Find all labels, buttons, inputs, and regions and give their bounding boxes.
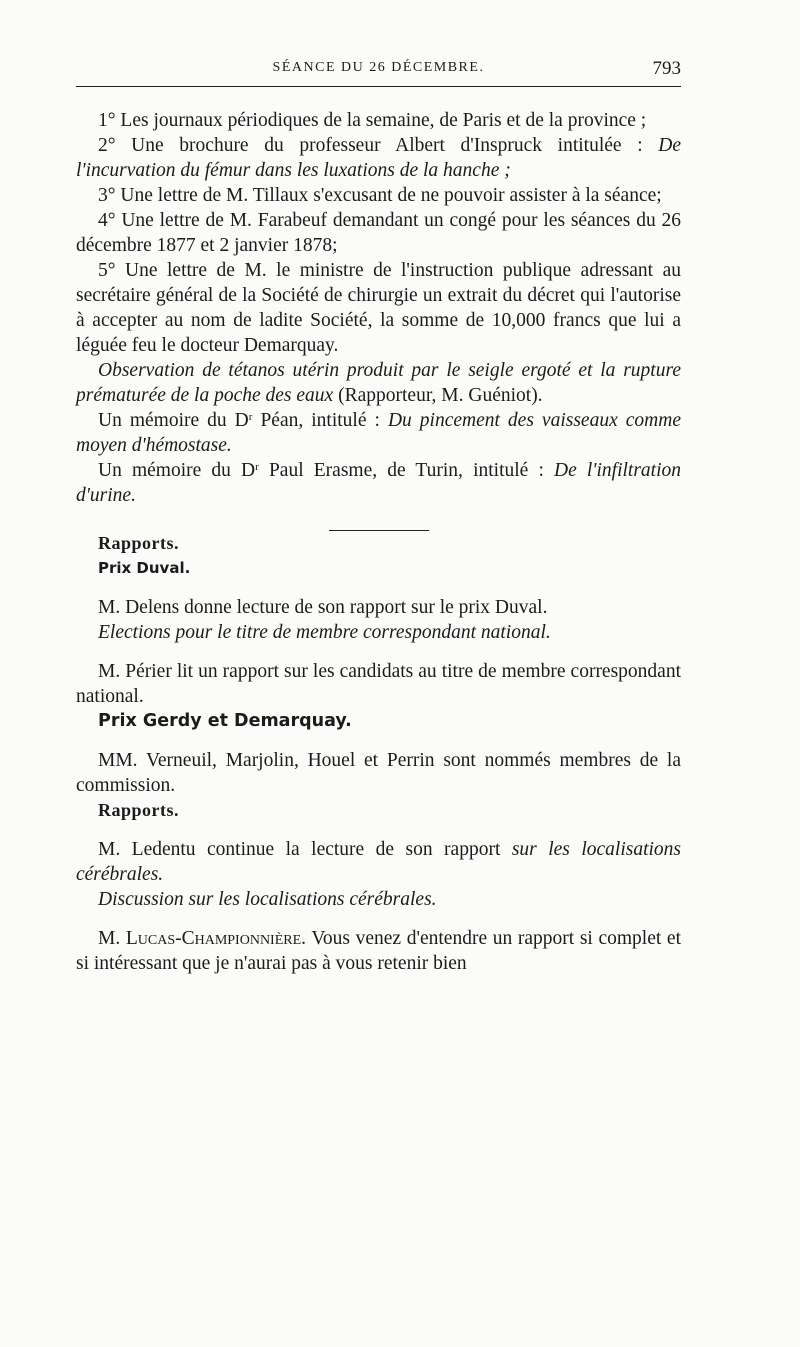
erasme-title: De l'infiltration d'urine. bbox=[76, 460, 681, 506]
para-ledentu bbox=[76, 837, 681, 887]
heading-prix-gerdy: Prix Gerdy et Demarquay. bbox=[98, 711, 352, 731]
item-lettre-farabeuf: 4° Une lettre de M. Farabeuf demandant un congé pour les séances du 26 décembre 1877 et 2 janvier 1878; bbox=[76, 210, 681, 256]
item-brochure-title: De l'incurvation du fémur dans les luxations de la hanche ; bbox=[76, 135, 681, 181]
pean-lead: Un mémoire du D bbox=[98, 410, 249, 431]
item-observation bbox=[76, 358, 681, 408]
heading-rapports: Rapports. bbox=[98, 533, 180, 553]
heading-rapports-2: Rapports. bbox=[98, 800, 180, 820]
running-head: SÉANCE DU 26 DÉCEMBRE. bbox=[272, 60, 485, 75]
para-commission: MM. Verneuil, Marjolin, Houel et Perrin sont nommés membres de la commission. bbox=[76, 750, 681, 796]
erasme-mid: Paul Erasme, de Turin, intitulé : bbox=[258, 460, 555, 481]
pean-sup: r bbox=[248, 411, 253, 423]
ledentu-title: sur les localisations cérébrales. bbox=[76, 839, 682, 885]
erasme-lead: Un mémoire du D bbox=[98, 460, 256, 481]
para-lucas bbox=[76, 926, 681, 976]
pean-title: Du pincement des vaisseaux comme moyen d'hémostase. bbox=[76, 410, 681, 456]
item-brochure-lead: 2° Une brochure du professeur Albert d'Inspruck intitulée : bbox=[98, 135, 659, 156]
heading-discussion: Discussion sur les localisations cérébrales. bbox=[98, 889, 437, 910]
page-number: 793 bbox=[652, 58, 681, 79]
speaker-name: M. Lucas-Championnière. bbox=[98, 928, 307, 949]
para-delens: M. Delens donne lecture de son rapport sur le prix Duval. bbox=[98, 597, 548, 618]
ledentu-lead: M. Ledentu continue la lecture de son rapport bbox=[98, 839, 512, 860]
item-journaux: 1° Les journaux périodiques de la semaine, de Paris et de la province ; bbox=[98, 110, 647, 131]
heading-prix-duval: Prix Duval. bbox=[98, 559, 191, 577]
item-lettre-tillaux: 3° Une lettre de M. Tillaux s'excusant de ne pouvoir assister à la séance; bbox=[98, 185, 662, 206]
speaker-text: Vous venez d'entendre un rapport si complet et si intéressant que je n'aurai pas à vous retenir bien bbox=[76, 928, 681, 974]
item-brochure bbox=[76, 133, 681, 183]
para-perier: M. Périer lit un rapport sur les candidats au titre de membre correspondant national. bbox=[76, 661, 681, 707]
observation-rapporteur: (Rapporteur, M. Guéniot). bbox=[333, 385, 543, 406]
erasme-sup: r bbox=[255, 461, 259, 473]
item-memoire-pean bbox=[76, 408, 681, 458]
body-text bbox=[76, 108, 681, 976]
heading-elections: Elections pour le titre de membre correspondant national. bbox=[98, 622, 551, 643]
observation-title: Observation de tétanos utérin produit par le seigle ergoté et la rupture prématurée de la poche des eaux bbox=[76, 360, 681, 406]
page-header bbox=[76, 58, 681, 87]
item-lettre-ministre: 5° Une lettre de M. le ministre de l'instruction publique adressant au secrétaire général de la Société de chirurgie un extrait du décret qui l'autorise à accepter au nom de ladite Société, la somme de 10,000 francs que lui a léguée feu le docteur Demarquay. bbox=[76, 260, 681, 356]
item-memoire-erasme bbox=[76, 458, 681, 508]
pean-mid: Péan, intitulé : bbox=[252, 410, 388, 431]
